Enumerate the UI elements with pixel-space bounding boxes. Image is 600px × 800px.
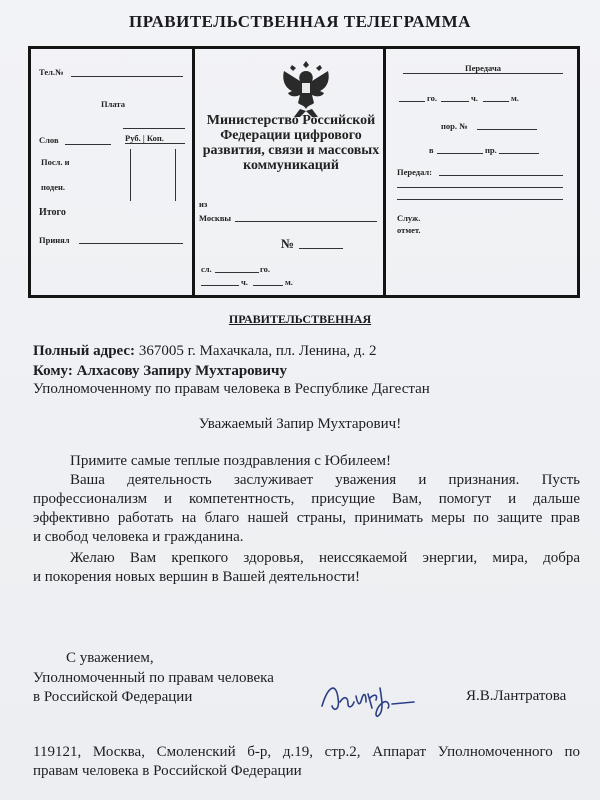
- prinyal-label: Принял: [39, 235, 70, 245]
- ch-right-label: ч.: [471, 93, 478, 103]
- telegram-form: [28, 46, 580, 298]
- footer-address-line-2: правам человека в Российской Федерации: [33, 763, 302, 779]
- go-right-label: го.: [427, 93, 438, 103]
- paragraph-3-line-1: Желаю Вам крепкого здоровья, неиссякаемой энергии, мира, добра: [70, 550, 580, 566]
- eagle-emblem-icon: [278, 57, 334, 119]
- ministry-name: Министерство Российской Федерации цифрового развития, связи и массовых коммуникаций: [202, 113, 380, 173]
- tel-label: Тел.№: [39, 67, 64, 77]
- form-divider-right: [383, 49, 386, 295]
- pr-line: [499, 153, 539, 154]
- v-label: в: [429, 145, 434, 155]
- peredal-line: [439, 175, 563, 176]
- paragraph-3-line-2: и покорения новых вершин в Вашей деятельности!: [33, 569, 360, 585]
- posl-label: Посл. и: [41, 157, 70, 167]
- poden-label: поден.: [41, 182, 65, 192]
- slov-label: Слов: [39, 135, 59, 145]
- v-line: [437, 153, 483, 154]
- sl-line: [215, 272, 259, 273]
- paragraph-2-line-1: Ваша деятельность заслуживает уважения и признания. Пусть: [70, 472, 580, 488]
- handwritten-signature-icon: [318, 676, 430, 720]
- ch-label: ч.: [241, 277, 248, 287]
- itogo-label: Итого: [39, 207, 66, 218]
- sum-top-line: [123, 128, 185, 129]
- to-label: Кому:: [33, 363, 73, 379]
- number-label: №: [281, 236, 295, 251]
- tel-line: [71, 76, 183, 77]
- recipient-position: Уполномоченному по правам человека в Республике Дагестан: [33, 381, 430, 397]
- date-line: [399, 101, 425, 102]
- to-value: Алхасову Запиру Мухтаровичу: [76, 363, 287, 379]
- address-label: Полный адрес:: [33, 343, 136, 359]
- peredal-line-3: [397, 199, 563, 200]
- address-line: [33, 343, 377, 360]
- paragraph-1: Примите самые теплые поздравления с Юбилеем!: [70, 453, 392, 469]
- paragraph-2-line-4: и свобод человека и гражданина.: [33, 529, 244, 545]
- closing: С уважением,: [66, 650, 154, 666]
- por-line: [477, 129, 537, 130]
- plata-label: Плата: [101, 99, 125, 109]
- rub-column-line: [130, 149, 131, 201]
- sluzh-label: Служ.: [397, 213, 421, 223]
- go-label: го.: [260, 264, 271, 274]
- prinyal-line: [79, 243, 183, 244]
- m-label: м.: [285, 277, 293, 287]
- hour-right-line: [441, 101, 469, 102]
- telegram-title: ПРАВИТЕЛЬСТВЕННАЯ ТЕЛЕГРАММА: [129, 12, 471, 31]
- form-divider-left: [192, 49, 195, 295]
- signer-title-1: Уполномоченный по правам человека: [33, 670, 274, 686]
- por-label: пор. №: [441, 121, 468, 131]
- slov-line: [65, 144, 111, 145]
- m-right-label: м.: [511, 93, 519, 103]
- pr-label: пр.: [485, 145, 497, 155]
- rub-kop-header: Руб. | Коп.: [125, 133, 185, 144]
- paragraph-2-line-2: профессионализм и компетентность, присущие Вам, помогут и дальше: [33, 491, 580, 507]
- kop-column-line: [175, 149, 176, 201]
- signer-name: Я.В.Лантратова: [466, 688, 567, 704]
- address-value: 367005 г. Махачкала, пл. Ленина, д. 2: [138, 343, 377, 359]
- signer-title-2: в Российской Федерации: [33, 689, 193, 705]
- iz-label: из: [199, 199, 208, 209]
- peredacha-header: Передача: [403, 63, 563, 74]
- otmet-label: отмет.: [397, 225, 421, 235]
- footer-address-line-1: 119121, Москва, Смоленский б-р, д.19, стр.2, Аппарат Уполномоченного по: [33, 744, 580, 760]
- paragraph-2-line-3: эффективно работать на благо нашей страны, принимать меры по защите прав: [33, 510, 580, 526]
- peredal-line-2: [397, 187, 563, 188]
- moskvy-label: Москвы: [199, 213, 232, 223]
- moskvy-line: [235, 221, 377, 222]
- telegram-category: ПРАВИТЕЛЬСТВЕННАЯ: [228, 312, 372, 326]
- recipient-line: [33, 363, 287, 380]
- peredal-label: Передал:: [397, 167, 432, 177]
- greeting: Уважаемый Запир Мухтарович!: [198, 416, 402, 432]
- minute-line: [253, 285, 283, 286]
- hour-line: [201, 285, 239, 286]
- minute-right-line: [483, 101, 509, 102]
- sl-label: сл.: [201, 264, 212, 274]
- number-line: [299, 248, 343, 249]
